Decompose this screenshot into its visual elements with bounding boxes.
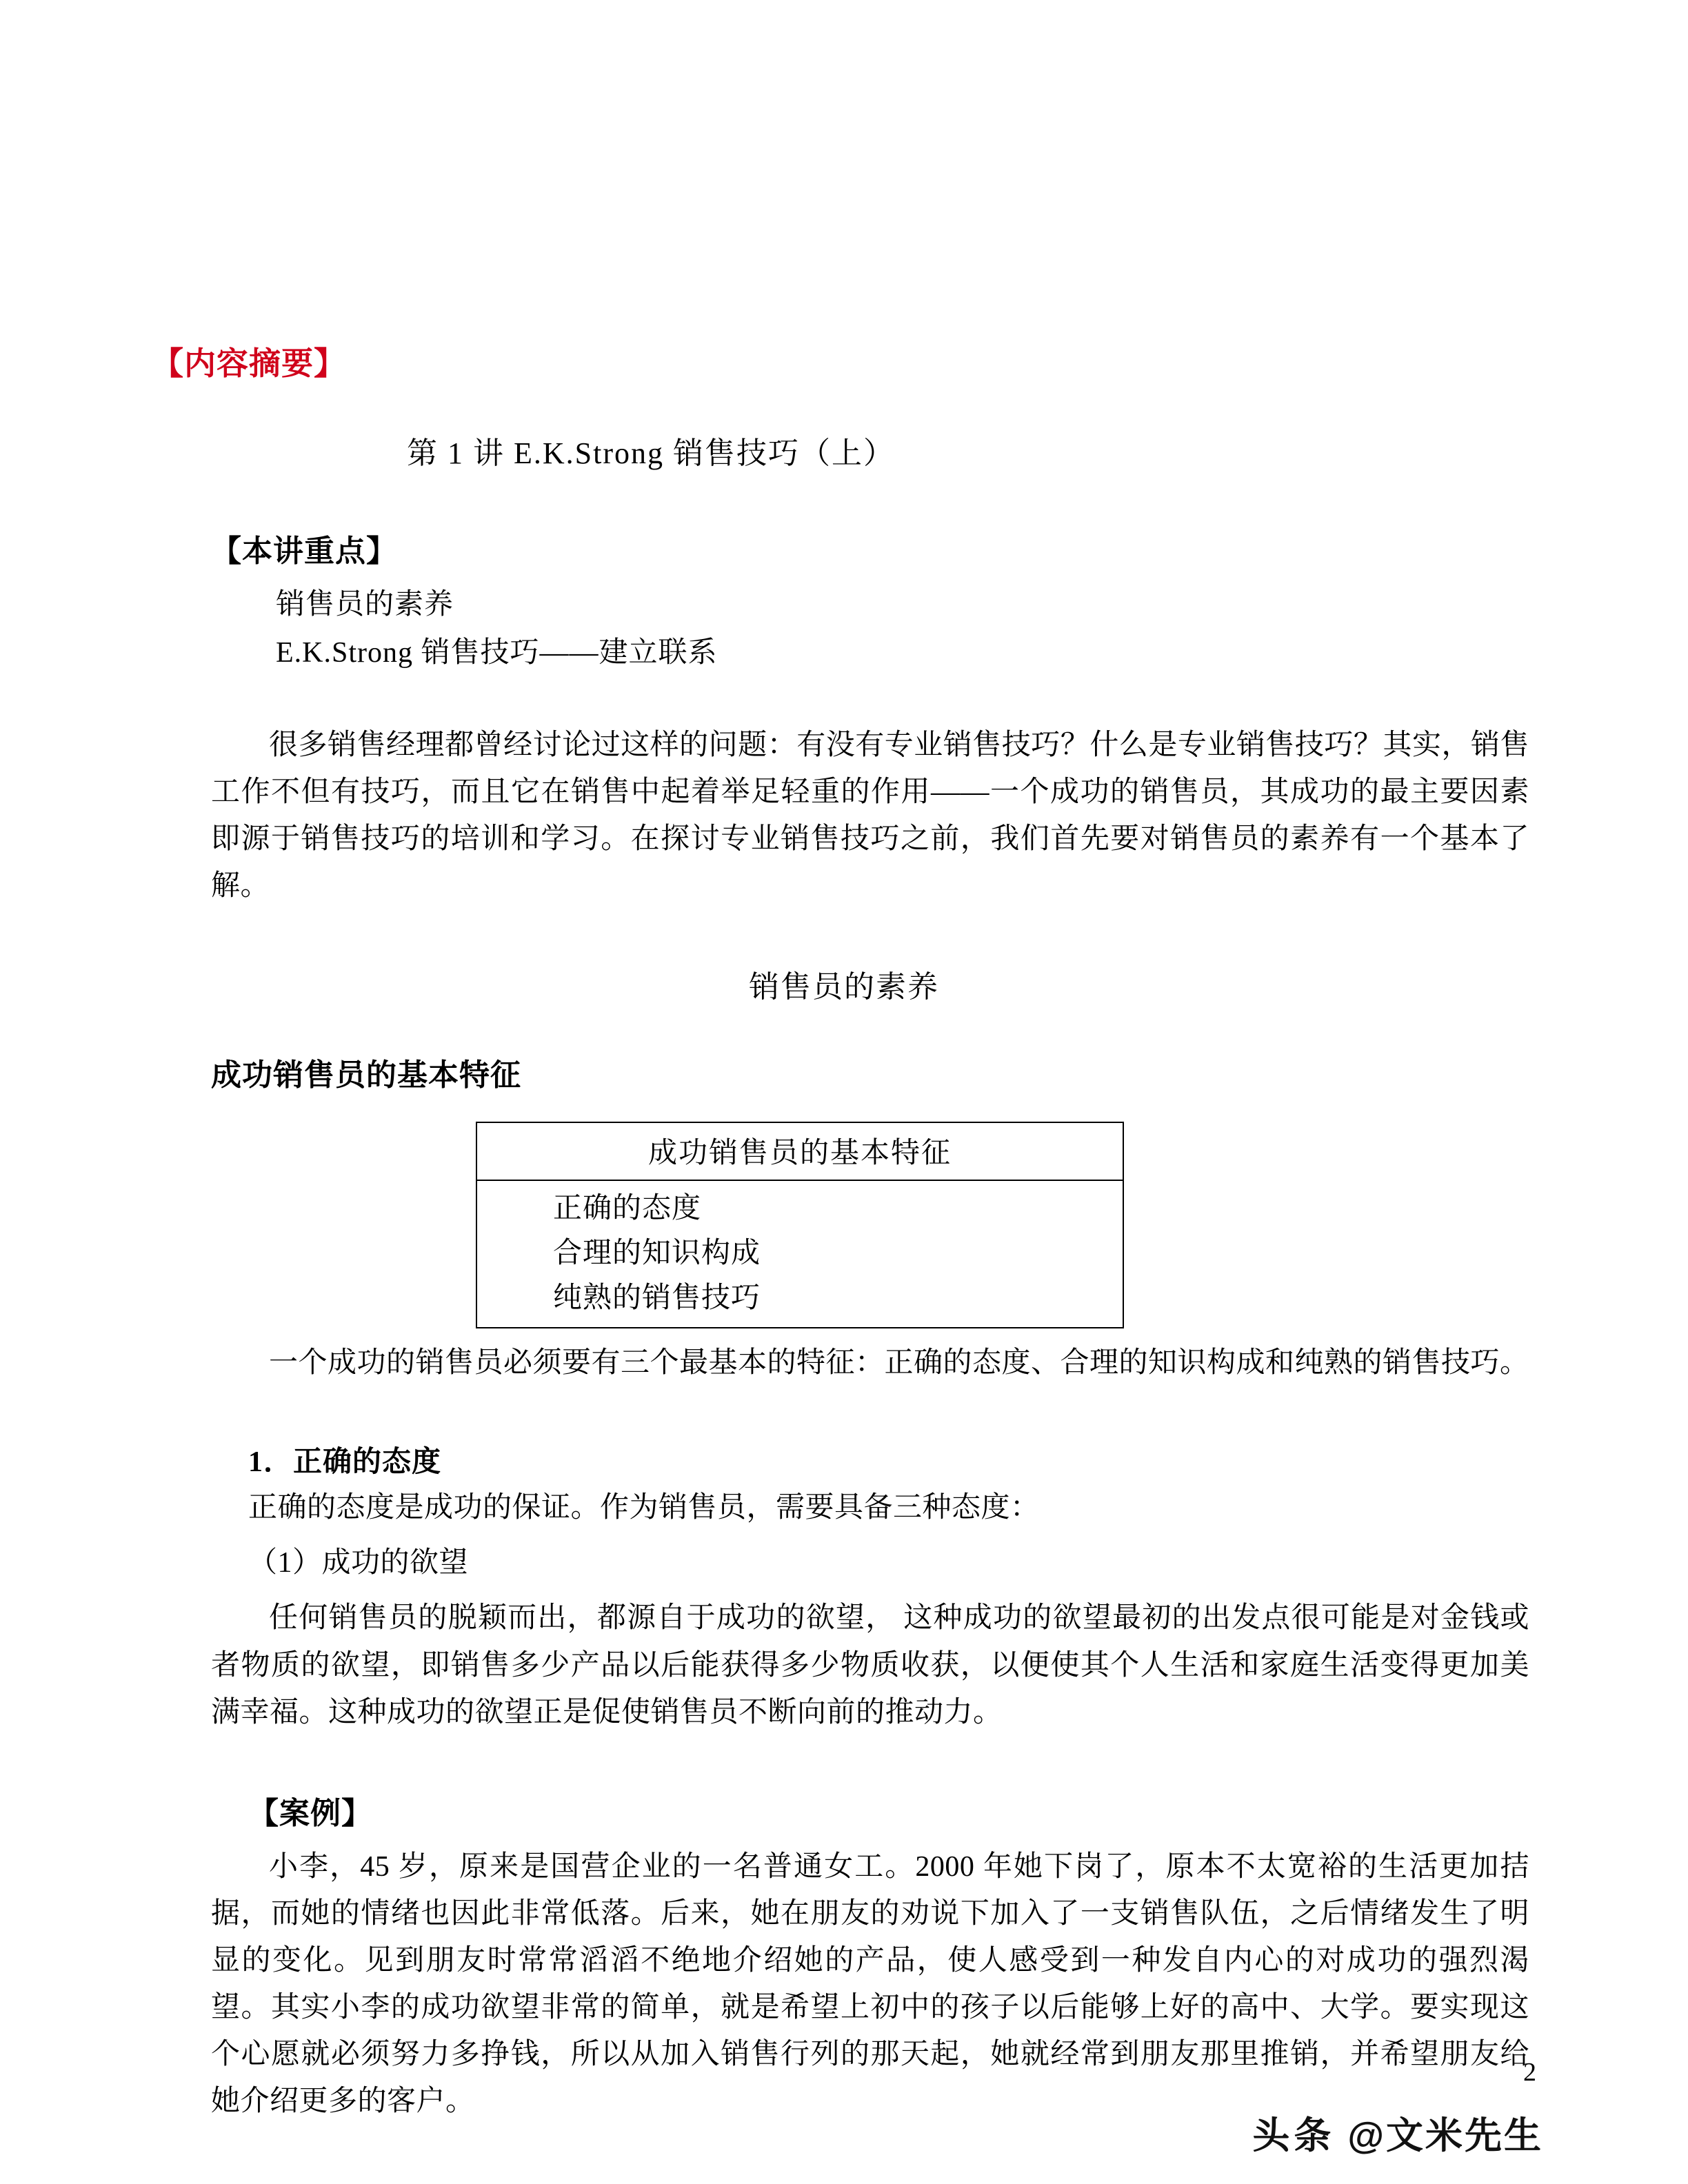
table-cell-knowledge: 合理的知识构成 [553, 1237, 761, 1269]
spacer-after-key-points [152, 678, 1536, 722]
page-number: 2 [1523, 2058, 1536, 2087]
watermark-logo: 头条 [1252, 2115, 1336, 2156]
watermark [1252, 2106, 1543, 2159]
spacer-before-case [152, 1744, 1536, 1788]
spacer-before-centered-heading [152, 918, 1536, 962]
table-header-row [476, 1122, 1123, 1180]
key-point-2: E.K.Strong 销售技巧——建立联系 [276, 637, 718, 669]
item1-line2: （1）成功的欲望 [248, 1547, 469, 1579]
spacer-after-centered-heading [152, 1006, 1536, 1050]
summary-tag: 【内容摘要】 [152, 346, 346, 381]
chapter-title: 第 1 讲 E.K.Strong 销售技巧（上） [407, 436, 895, 471]
table-cell-attitude: 正确的态度 [553, 1193, 702, 1225]
item1-heading: 1．正确的态度 [248, 1446, 442, 1479]
top-spacer [152, 0, 1536, 345]
item1-paragraph: 任何销售员的脱颖而出，都源自于成功的欲望， 这种成功的欲望最初的出发点很可能是对金钱或者物质的欲望，即销售多少产品以后能获得多少物质收获，以便使其个人生活和家庭生活变得更加美满幸福。这种成功的欲望正是促使销售员不断向前的推动力。 [211, 1602, 1529, 1728]
case-paragraph: 小李，45 岁，原来是国营企业的一名普通女工。2000 年她下岗了，原本不太宽裕的生活更加拮据，而她的情绪也因此非常低落。后来，她在朋友的劝说下加入了一支销售队伍，之后情绪发生了明显的变化。见到朋友时常常滔滔不绝地介绍她的产品，使人感受到一种发自内心的对成功的强烈渴望。其实小李的成功欲望非常的简单，就是希望上初中的孩子以后能够上好的高中、大学。要实现这个心愿就必须努力多挣钱，所以从加入销售行列的那天起，她就经常到朋友那里推销，并希望朋友给她介绍更多的客户。 [211, 1850, 1529, 2117]
table-header-cell: 成功销售员的基本特征 [476, 1122, 1123, 1180]
centered-heading: 销售员的素养 [749, 970, 939, 1004]
spacer-before-item1 [152, 1395, 1536, 1439]
key-point-1: 销售员的素养 [276, 589, 454, 621]
watermark-handle: @文米先生 [1347, 2115, 1543, 2156]
table-cell-skills: 纯熟的销售技巧 [553, 1282, 761, 1314]
item1-line1: 正确的态度是成功的保证。作为销售员，需要具备三种态度： [248, 1492, 1040, 1524]
case-title: 【案例】 [248, 1796, 372, 1830]
table-row [476, 1276, 1123, 1328]
after-table-paragraph: 一个成功的销售员必须要有三个最基本的特征：正确的态度、合理的知识构成和纯熟的销售技巧。 [269, 1347, 1529, 1379]
table-row [476, 1180, 1123, 1231]
key-points-title: 【本讲重点】 [211, 534, 397, 569]
bold-heading: 成功销售员的基本特征 [211, 1058, 521, 1093]
feature-table [476, 1122, 1124, 1328]
intro-paragraph: 很多销售经理都曾经讨论过这样的问题：有没有专业销售技巧？什么是专业销售技巧？其实，销售工作不但有技巧，而且它在销售中起着举足轻重的作用——一个成功的销售员，其成功的最主要因素即源于销售技巧的培训和学习。在探讨专业销售技巧之前，我们首先要对销售员的素养有一个基本了解。 [211, 729, 1529, 902]
table-row [476, 1231, 1123, 1276]
